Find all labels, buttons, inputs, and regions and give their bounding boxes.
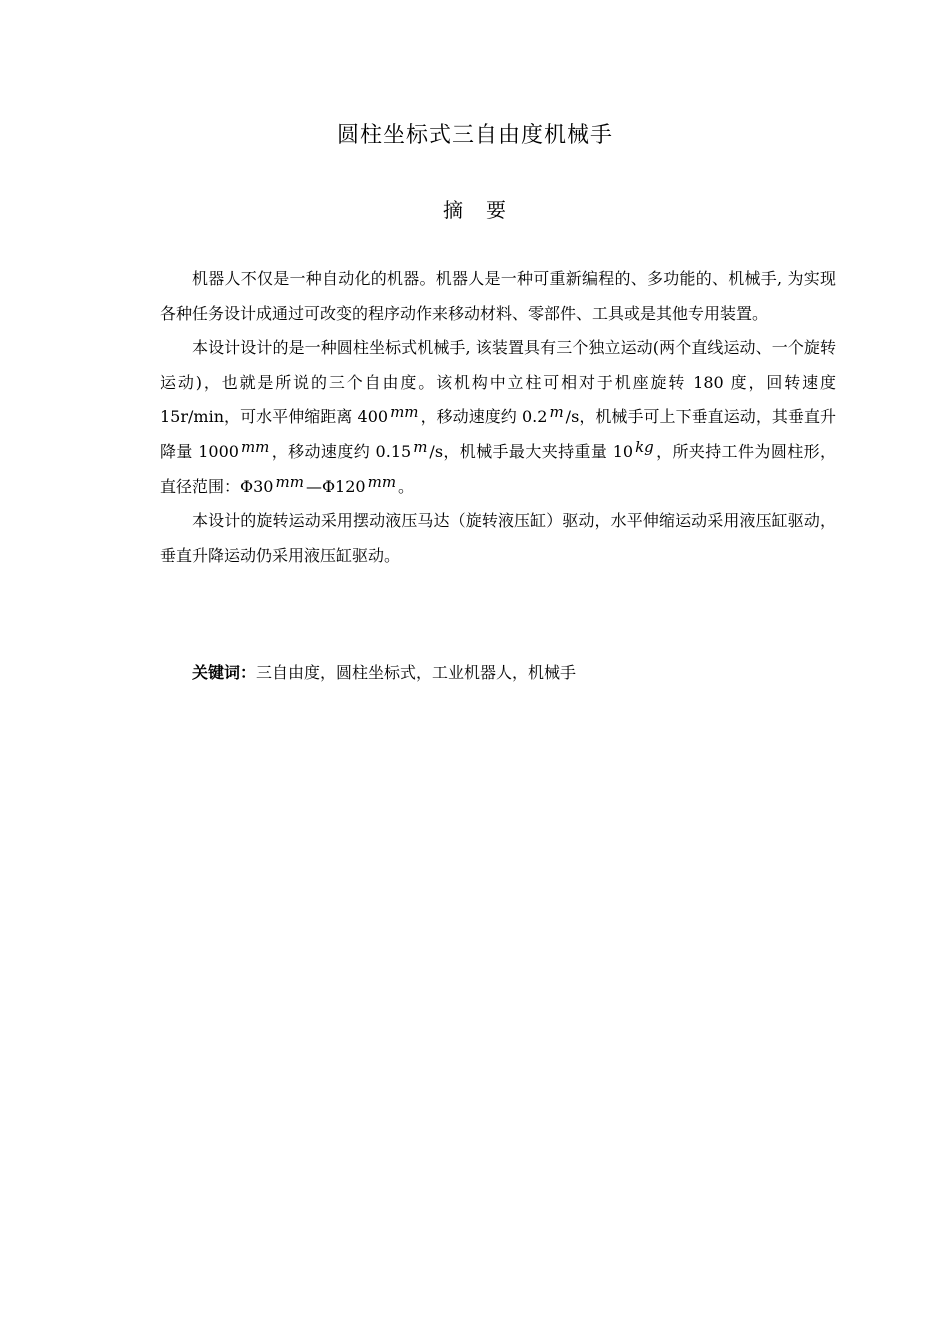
para2-text-6: ，所夹持工件为圆柱形，直径范围：Φ30 [160,441,836,496]
keywords-line [160,656,836,690]
document-title: 圆柱坐标式三自由度机械手 [336,123,613,148]
para2-text-7: —Φ120 [305,476,366,496]
abstract-heading-char-1: 摘 [443,198,464,222]
keywords-label: 关键词： [192,663,257,682]
para2-text-4: ，移动速度约 0.15 [271,441,412,461]
unit-mm-1: mm [390,403,419,422]
para2-text-1: 本设计设计的是一种圆柱坐标式机械手, 该装置具有三个独立运动(两个直线运动、一个旋转运动)，也就是所说的三个自由度。该机构中立柱可相对于机座旋转 180 度，回转速度 15r/min，可水平伸缩距离 400 [160,338,836,427]
abstract-paragraph-1: 机器人不仅是一种自动化的机器。机器人是一种可重新编程的、多功能的、机械手, 为实现各种任务设计成通过可改变的程序动作来移动材料、零部件、工具或是其他专用装置。 [160,269,836,323]
para2-text-8: 。 [398,476,415,496]
unit-mm-2: mm [240,437,270,456]
abstract-paragraph-3: 本设计的旋转运动采用摆动液压马达（旋转液压缸）驱动，水平伸缩运动采用液压缸驱动，垂直升降运动仍采用液压缸驱动。 [160,511,836,565]
unit-m-1: m [549,403,564,422]
unit-mm-4: mm [367,472,397,491]
abstract-body [160,262,836,573]
abstract-heading [0,194,950,223]
unit-mm-3: mm [275,472,304,491]
abstract-paragraph-2 [160,331,836,504]
abstract-heading-char-2: 要 [486,198,507,222]
keywords-text: 三自由度，圆柱坐标式，工业机器人，机械手 [256,663,577,682]
unit-kg: kg [635,437,654,456]
para2-text-5: /s，机械手最大夹持重量 10 [429,441,634,461]
unit-m-2: m [413,437,428,456]
para2-text-3: /s，机械手可上下垂直运动，其垂直升降量 1000 [160,407,836,461]
para2-text-2: ，移动速度约 0.2 [420,407,548,427]
